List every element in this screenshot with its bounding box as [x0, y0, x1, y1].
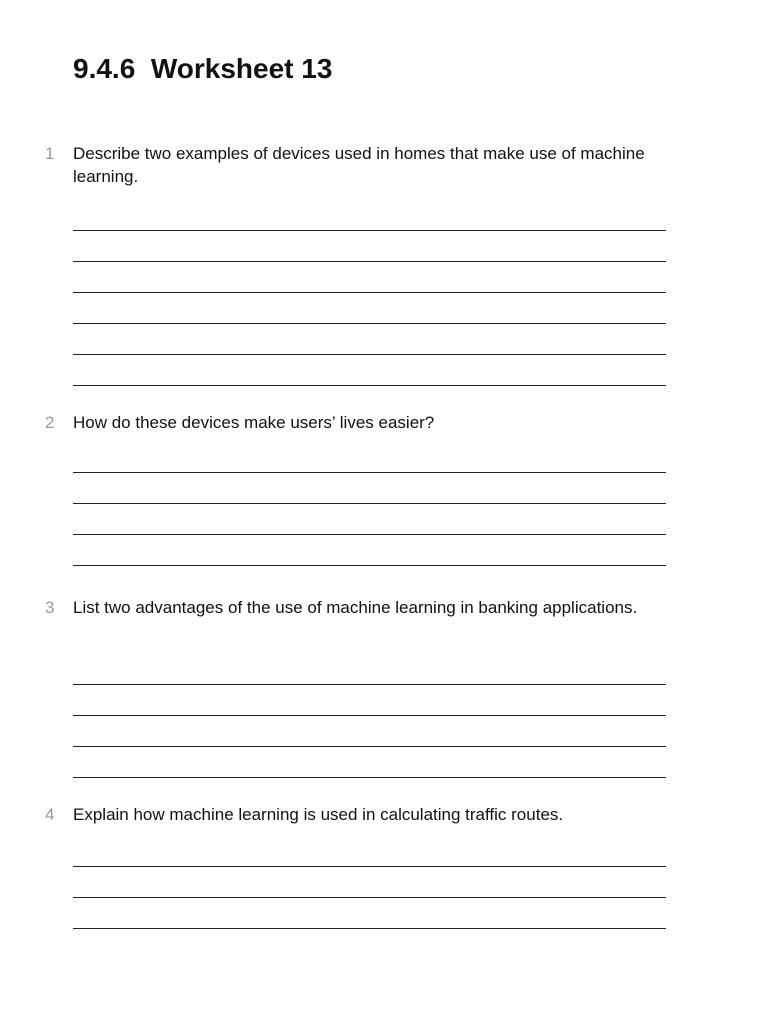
answer-area[interactable] [73, 654, 666, 778]
question-text: Explain how machine learning is used in calculating traffic routes. [73, 805, 564, 824]
answer-line[interactable] [73, 898, 666, 929]
worksheet-title: 9.4.6 Worksheet 13 [73, 53, 333, 84]
answer-area[interactable] [73, 836, 666, 929]
answer-line[interactable] [73, 442, 666, 473]
question-number: 4 [45, 805, 55, 824]
answer-line[interactable] [73, 747, 666, 778]
answer-line[interactable] [73, 473, 666, 504]
question-number: 3 [45, 598, 55, 617]
answer-line[interactable] [73, 685, 666, 716]
answer-line[interactable] [73, 836, 666, 867]
answer-line[interactable] [73, 231, 666, 262]
question-number: 1 [45, 144, 55, 163]
answer-line[interactable] [73, 355, 666, 386]
question-text: List two advantages of the use of machine learning in banking applications. [73, 598, 638, 617]
answer-line[interactable] [73, 324, 666, 355]
answer-line[interactable] [73, 504, 666, 535]
answer-line[interactable] [73, 654, 666, 685]
question-text: How do these devices make users’ lives easier? [73, 413, 435, 432]
answer-line[interactable] [73, 716, 666, 747]
answer-area[interactable] [73, 200, 666, 386]
question-text: Describe two examples of devices used in homes that make use of machine learning. [73, 144, 645, 186]
answer-line[interactable] [73, 293, 666, 324]
answer-line[interactable] [73, 262, 666, 293]
answer-line[interactable] [73, 535, 666, 566]
answer-line[interactable] [73, 867, 666, 898]
answer-line[interactable] [73, 200, 666, 231]
answer-area[interactable] [73, 442, 666, 566]
question-number: 2 [45, 413, 55, 432]
